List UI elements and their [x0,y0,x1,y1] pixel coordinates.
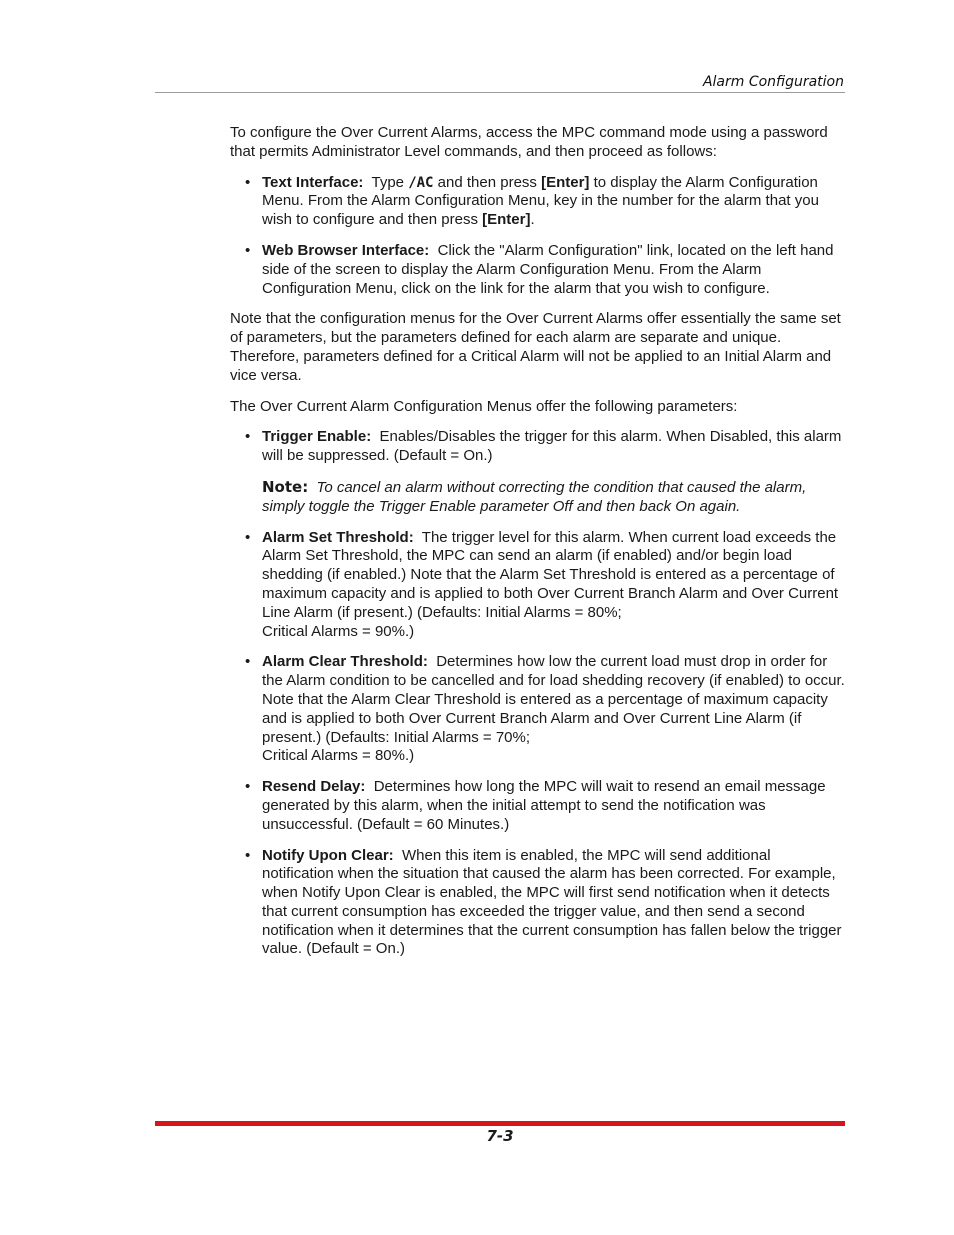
list-item-resend-delay [230,778,846,834]
trigger-list [230,428,846,466]
list-item-alarm-clear-threshold [230,653,846,766]
list-item-web-interface [230,242,846,298]
params-intro-paragraph: The Over Current Alarm Configuration Menus offer the following parameters: [230,397,738,415]
item-text: Determines how low the current load must drop in order for the Alarm condition to be cancelled and for load shedding recovery (if enabled) to occur. Note that the Alarm Clear Threshold is entered as a percentage of maximum capacity and is applied to both Over Current Branch Alarm and Over Current Line Alarm (if present.) (Defaults: Initial Alarms = 70%; [262,653,845,746]
term-label: Notify Upon Clear: [262,846,394,864]
note-callout [262,478,846,517]
term-label: Text Interface: [262,173,364,191]
access-methods-list [230,174,846,299]
footer-divider [155,1121,845,1126]
term-label: Trigger Enable: [262,428,372,446]
list-item-trigger-enable [230,428,846,466]
key-label: [Enter] [541,173,590,191]
parameters-list [230,529,846,960]
command-code: /AC [408,174,434,191]
intro-paragraph: To configure the Over Current Alarms, access the MPC command mode using a password that permits Administrator Level commands, and then proceed as follows: [230,124,828,160]
item-text: Click the "Alarm Configuration" link, located on the left hand side of the screen to display the Alarm Configuration Menu. From the Alarm Configuration Menu, click on the link for the alarm that you wish to configure. [262,241,834,297]
page-body [230,124,846,971]
item-text: to display the Alarm Configuration Menu. From the Alarm Configuration Menu, key in the number for the alarm that you wish to configure and then press [262,173,819,229]
list-item-alarm-set-threshold [230,529,846,642]
note-label: Note: [262,477,309,496]
item-text: Determines how long the MPC will wait to resend an email message generated by this alarm, when the initial attempt to send the notification was unsuccessful. (Default = 60 Minutes.) [262,778,826,833]
item-text: Critical Alarms = 90%.) [262,622,415,640]
key-label: [Enter] [482,211,531,229]
page-number: 7-3 [486,1127,514,1145]
item-text: Critical Alarms = 80%.) [262,747,415,765]
item-text: . [530,211,535,229]
item-text: Type [371,173,405,191]
header-divider [155,92,845,93]
item-text: and then press [437,173,537,191]
term-label: Alarm Clear Threshold: [262,653,428,671]
term-label: Alarm Set Threshold: [262,528,414,546]
term-label: Web Browser Interface: [262,241,430,259]
note-paragraph: Note that the configuration menus for the Over Current Alarms offer essentially the same set of parameters, but the parameters defined for each alarm are separate and unique. Therefore, parameters defined for a Critical Alarm will not be applied to an Initial Alarm and vice versa. [230,310,841,384]
term-label: Resend Delay: [262,778,366,796]
item-text: When this item is enabled, the MPC will send additional notification when the situation that caused the alarm has been corrected. For example, when Notify Upon Clear is enabled, the MPC will first send notification when it detects that current consumption has exceeded the trigger value, and then send a second notification when it determines that the current consumption has fallen below the trigger value. (Default = On.) [262,846,842,958]
item-text: The trigger level for this alarm. When current load exceeds the Alarm Set Threshold, the MPC can send an alarm (if enabled) and/or begin load shedding (if enabled.) Note that the Alarm Set Threshold is entered as a percentage of maximum capacity and is applied to both Over Current Branch Alarm and Over Current Line Alarm (if present.) (Defaults: Initial Alarms = 80%; [262,528,839,621]
item-text: Enables/Disables the trigger for this alarm. When Disabled, this alarm will be suppressed. (Default = On.) [262,428,842,465]
page-header-title: Alarm Configuration [702,74,844,90]
list-item-notify-upon-clear [230,847,846,960]
note-text: To cancel an alarm without correcting the condition that caused the alarm, simply toggle the Trigger Enable parameter Off and then back On again. [262,478,807,515]
list-item-text-interface [230,174,846,230]
